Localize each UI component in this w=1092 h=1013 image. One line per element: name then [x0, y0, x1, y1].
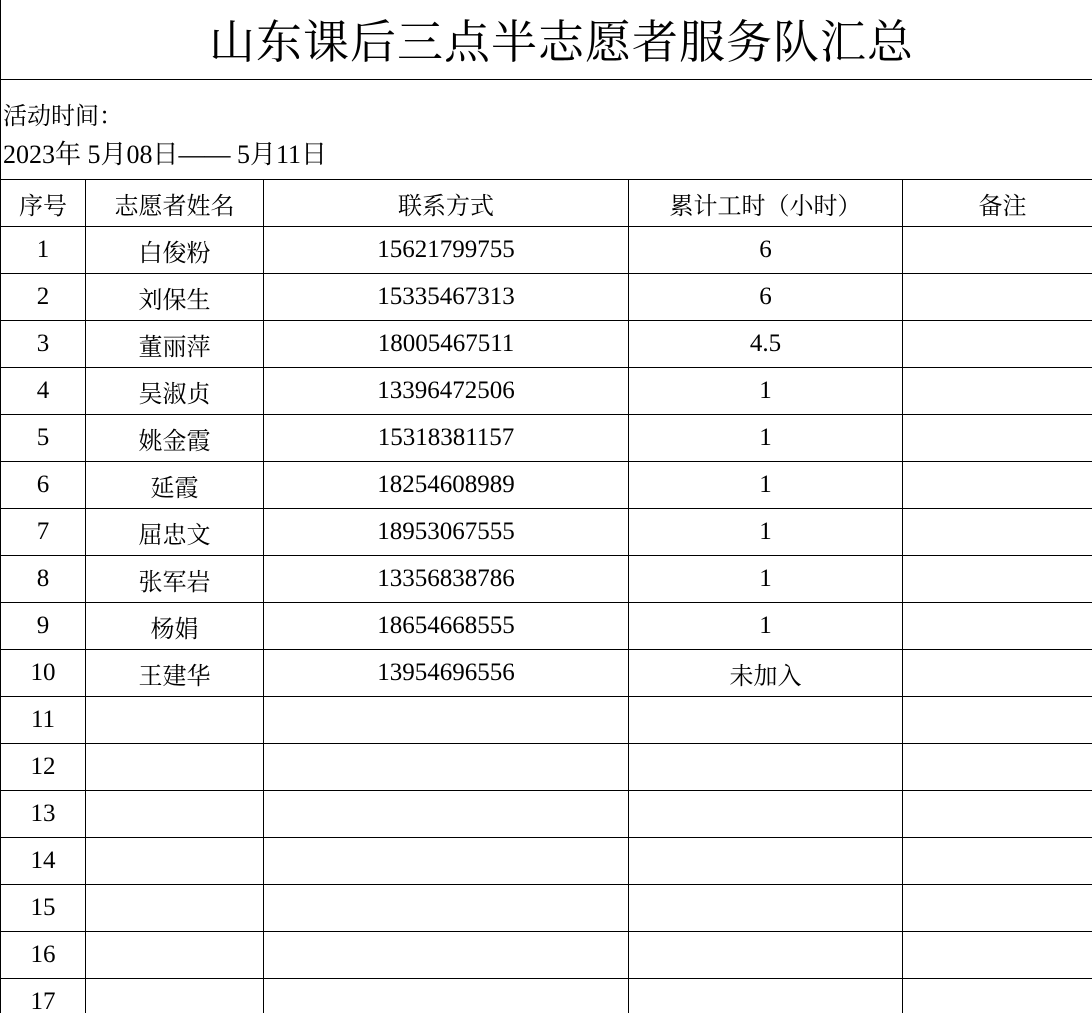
cell-note	[903, 368, 1092, 415]
cell-hours: 1	[629, 603, 903, 650]
cell-phone: 15335467313	[264, 274, 629, 321]
table-body	[1, 227, 1092, 1013]
cell-name	[86, 885, 264, 932]
cell-note	[903, 885, 1092, 932]
cell-name: 张军岩	[86, 556, 264, 603]
cell-hours: 1	[629, 509, 903, 556]
table-row	[1, 509, 1092, 556]
cell-phone: 13356838786	[264, 556, 629, 603]
cell-seq: 4	[1, 368, 86, 415]
cell-hours	[629, 697, 903, 744]
cell-note	[903, 697, 1092, 744]
table-row	[1, 227, 1092, 274]
cell-name: 杨娟	[86, 603, 264, 650]
cell-note	[903, 462, 1092, 509]
cell-hours	[629, 838, 903, 885]
cell-phone: 18005467511	[264, 321, 629, 368]
cell-seq: 6	[1, 462, 86, 509]
activity-date-range: 2023年 5月08日—— 5月11日	[3, 140, 328, 169]
cell-phone	[264, 744, 629, 791]
cell-phone	[264, 791, 629, 838]
cell-phone: 18654668555	[264, 603, 629, 650]
table-row	[1, 885, 1092, 932]
table-row	[1, 838, 1092, 885]
volunteer-table	[0, 179, 1092, 1013]
cell-name: 刘保生	[86, 274, 264, 321]
cell-name	[86, 838, 264, 885]
cell-seq: 2	[1, 274, 86, 321]
cell-seq: 17	[1, 979, 86, 1013]
table-row	[1, 603, 1092, 650]
cell-note	[903, 979, 1092, 1013]
table-row	[1, 979, 1092, 1013]
cell-seq: 15	[1, 885, 86, 932]
cell-seq: 10	[1, 650, 86, 697]
title-row	[0, 0, 1092, 80]
cell-hours: 6	[629, 227, 903, 274]
header-contact: 联系方式	[264, 180, 629, 227]
cell-hours	[629, 744, 903, 791]
header-hours: 累计工时（小时）	[629, 180, 903, 227]
cell-phone: 13954696556	[264, 650, 629, 697]
cell-note	[903, 321, 1092, 368]
cell-name: 董丽萍	[86, 321, 264, 368]
cell-hours: 未加入	[629, 650, 903, 697]
cell-hours	[629, 885, 903, 932]
cell-name: 屈忠文	[86, 509, 264, 556]
table-row	[1, 462, 1092, 509]
cell-name	[86, 791, 264, 838]
table-row	[1, 932, 1092, 979]
cell-seq: 5	[1, 415, 86, 462]
table-row	[1, 556, 1092, 603]
cell-note	[903, 603, 1092, 650]
cell-hours: 1	[629, 462, 903, 509]
cell-seq: 12	[1, 744, 86, 791]
cell-note	[903, 556, 1092, 603]
cell-phone	[264, 838, 629, 885]
cell-seq: 7	[1, 509, 86, 556]
cell-name: 白俊粉	[86, 227, 264, 274]
page-title: 山东课后三点半志愿者服务队汇总	[209, 14, 914, 69]
cell-name: 延霞	[86, 462, 264, 509]
cell-name: 姚金霞	[86, 415, 264, 462]
cell-name	[86, 979, 264, 1013]
cell-phone	[264, 697, 629, 744]
cell-phone	[264, 979, 629, 1013]
cell-hours	[629, 932, 903, 979]
table-row	[1, 415, 1092, 462]
activity-info	[0, 80, 1092, 180]
table-row	[1, 650, 1092, 697]
cell-seq: 1	[1, 227, 86, 274]
cell-note	[903, 415, 1092, 462]
cell-phone: 15621799755	[264, 227, 629, 274]
cell-note	[903, 838, 1092, 885]
cell-phone: 13396472506	[264, 368, 629, 415]
cell-note	[903, 932, 1092, 979]
cell-seq: 3	[1, 321, 86, 368]
table-header-row	[1, 180, 1092, 227]
table-row	[1, 744, 1092, 791]
header-name: 志愿者姓名	[86, 180, 264, 227]
cell-note	[903, 509, 1092, 556]
cell-note	[903, 791, 1092, 838]
cell-note	[903, 650, 1092, 697]
cell-hours: 4.5	[629, 321, 903, 368]
table-row	[1, 697, 1092, 744]
table-row	[1, 321, 1092, 368]
cell-phone	[264, 885, 629, 932]
cell-seq: 13	[1, 791, 86, 838]
cell-phone: 18953067555	[264, 509, 629, 556]
cell-seq: 9	[1, 603, 86, 650]
table-row	[1, 791, 1092, 838]
cell-phone: 18254608989	[264, 462, 629, 509]
cell-name	[86, 744, 264, 791]
cell-note	[903, 227, 1092, 274]
cell-seq: 14	[1, 838, 86, 885]
header-note: 备注	[903, 180, 1092, 227]
cell-hours	[629, 979, 903, 1013]
table-row	[1, 368, 1092, 415]
cell-hours: 1	[629, 368, 903, 415]
cell-hours: 1	[629, 415, 903, 462]
cell-name: 吴淑贞	[86, 368, 264, 415]
activity-time-label: 活动时间：	[3, 102, 123, 130]
cell-hours	[629, 791, 903, 838]
cell-name	[86, 932, 264, 979]
cell-name: 王建华	[86, 650, 264, 697]
header-seq: 序号	[1, 180, 86, 227]
cell-seq: 16	[1, 932, 86, 979]
cell-hours: 1	[629, 556, 903, 603]
cell-name	[86, 697, 264, 744]
cell-note	[903, 744, 1092, 791]
table-row	[1, 274, 1092, 321]
cell-phone	[264, 932, 629, 979]
cell-seq: 8	[1, 556, 86, 603]
cell-note	[903, 274, 1092, 321]
cell-phone: 15318381157	[264, 415, 629, 462]
cell-seq: 11	[1, 697, 86, 744]
cell-hours: 6	[629, 274, 903, 321]
